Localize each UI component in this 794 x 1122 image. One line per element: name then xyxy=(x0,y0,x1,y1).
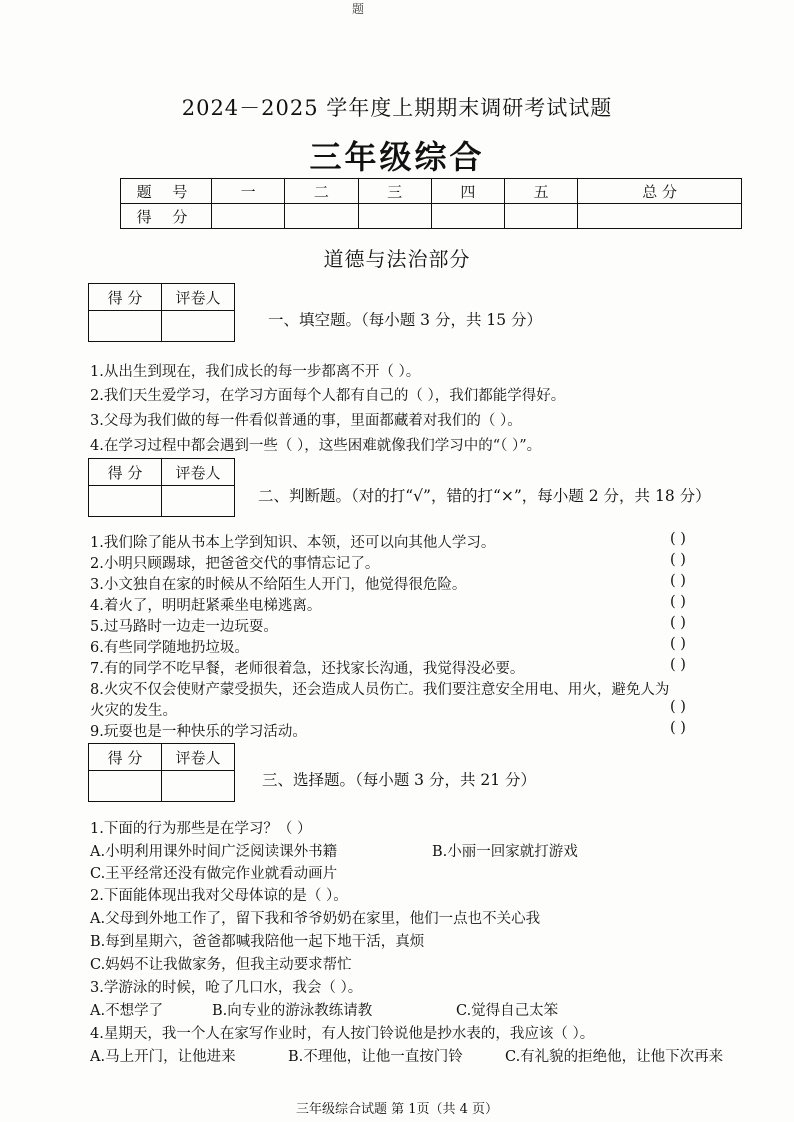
score-cell[interactable] xyxy=(212,204,285,229)
judge-question: 6.有些同学随地扔垃圾。 xyxy=(90,640,249,656)
score-header-cell: 总 分 xyxy=(578,179,742,204)
choice-option[interactable]: A.不想学了 xyxy=(90,1003,164,1019)
grader-score-cell[interactable] xyxy=(89,311,162,342)
score-header-cell: 四 xyxy=(431,179,504,204)
score-cell[interactable] xyxy=(358,204,431,229)
answer-paren[interactable]: ( ) xyxy=(670,594,686,610)
answer-paren[interactable]: ( ) xyxy=(670,636,686,652)
answer-paren[interactable]: ( ) xyxy=(670,531,686,547)
fill-question: 4.在学习过程中都会遇到一些（ ），这些困难就像我们学习中的“（ ）”。 xyxy=(90,438,542,454)
choice-option[interactable]: B.每到星期六，爸爸都喊我陪他一起下地干活，真烦 xyxy=(90,934,425,950)
judge-question: 4.着火了，明明赶紧乘坐电梯逃离。 xyxy=(90,598,322,614)
score-header-cell: 二 xyxy=(285,179,358,204)
part-title: 道德与法治部分 xyxy=(323,247,471,271)
score-header-cell: 三 xyxy=(358,179,431,204)
judge-question: 1.我们除了能从书本上学到知识、本领，还可以向其他人学习。 xyxy=(90,535,496,551)
score-table xyxy=(120,178,742,229)
score-header-cell: 五 xyxy=(505,179,578,204)
choice-question: 1.下面的行为那些是在学习？（ ） xyxy=(90,821,312,837)
grader-score-label: 得 分 xyxy=(89,459,162,486)
score-header-cell: 一 xyxy=(212,179,285,204)
page-footer: 三年级综合试题 第 1页（共 4 页） xyxy=(295,1102,499,1117)
grader-score-label: 得 分 xyxy=(89,284,162,311)
exam-title: 2024－2025 学年度上期期末调研考试试题 xyxy=(181,96,613,120)
judge-question: 7.有的同学不吃早餐，老师很着急，还找家长沟通，我觉得没必要。 xyxy=(90,661,525,677)
score-row-label: 得 分 xyxy=(121,204,212,229)
choice-question: 3.学游泳的时候，呛了几口水，我会（ ）。 xyxy=(90,980,363,996)
grader-label: 评卷人 xyxy=(162,459,235,486)
choice-question: 2.下面能体现出我对父母体谅的是（ ）。 xyxy=(90,888,348,904)
choice-option[interactable]: A.小明利用课外时间广泛阅读课外书籍 xyxy=(90,844,338,860)
score-table-header-row xyxy=(121,179,742,204)
top-mark: 题 xyxy=(352,2,365,16)
judge-question-continued: 火灾的发生。 xyxy=(90,703,177,719)
grader-label: 评卷人 xyxy=(162,284,235,311)
choice-option[interactable]: A.马上开门，让他进来 xyxy=(90,1049,236,1065)
fill-question: 1.从出生到现在，我们成长的每一步都离不开（ ）。 xyxy=(90,364,421,380)
choice-option[interactable]: B.向专业的游泳教练请教 xyxy=(212,1003,373,1019)
choice-question: 4.星期天，我一个人在家写作业时，有人按门铃说他是抄水表的，我应该（ ）。 xyxy=(90,1026,595,1042)
fill-question: 2.我们天生爱学习，在学习方面每个人都有自己的（ ），我们都能学得好。 xyxy=(90,388,566,404)
choice-option[interactable]: C.妈妈不让我做家务，但我主动要求帮忙 xyxy=(90,957,352,973)
score-table-score-row xyxy=(121,204,742,229)
choice-option[interactable]: C.王平经常还没有做完作业就看动画片 xyxy=(90,866,338,882)
score-cell[interactable] xyxy=(578,204,742,229)
judge-question: 5.过马路时一边走一边玩耍。 xyxy=(90,619,278,635)
judge-question: 3.小文独自在家的时候从不给陌生人开门，他觉得很危险。 xyxy=(90,577,467,593)
answer-paren[interactable]: ( ) xyxy=(670,552,686,568)
choice-option[interactable]: C.觉得自己太笨 xyxy=(456,1003,559,1019)
choice-option[interactable]: B.小丽一回家就打游戏 xyxy=(432,844,578,860)
grader-score-cell[interactable] xyxy=(89,771,162,802)
grader-name-cell[interactable] xyxy=(162,311,235,342)
choice-option[interactable]: B.不理他，让他一直按门铃 xyxy=(288,1049,463,1065)
answer-paren[interactable]: ( ) xyxy=(670,720,686,736)
choice-option[interactable]: A.父母到外地工作了，留下我和爷爷奶奶在家里，他们一点也不关心我 xyxy=(90,911,541,927)
grader-score-label: 得 分 xyxy=(89,744,162,771)
answer-paren[interactable]: ( ) xyxy=(670,657,686,673)
score-header-cell: 题 号 xyxy=(121,179,212,204)
score-cell[interactable] xyxy=(285,204,358,229)
grader-label: 评卷人 xyxy=(162,744,235,771)
answer-paren[interactable]: ( ) xyxy=(670,573,686,589)
grader-box-3 xyxy=(88,743,235,802)
choice-option[interactable]: C.有礼貌的拒绝他，让他下次再来 xyxy=(505,1049,724,1065)
section-title-fill: 一、填空题。（每小题 3 分，共 15 分） xyxy=(268,311,543,329)
grader-name-cell[interactable] xyxy=(162,771,235,802)
grader-box-1 xyxy=(88,283,235,342)
judge-question: 8.火灾不仅会使财产蒙受损失，还会造成人员伤亡。我们要注意安全用电、用火，避免人为 xyxy=(90,682,670,698)
answer-paren[interactable]: ( ) xyxy=(670,615,686,631)
judge-question: 9.玩耍也是一种快乐的学习活动。 xyxy=(90,724,307,740)
grader-score-cell[interactable] xyxy=(89,486,162,517)
score-cell[interactable] xyxy=(505,204,578,229)
grader-name-cell[interactable] xyxy=(162,486,235,517)
score-cell[interactable] xyxy=(431,204,504,229)
answer-paren[interactable]: ( ) xyxy=(670,699,686,715)
subject-title: 三年级综合 xyxy=(309,138,485,176)
grader-box-2 xyxy=(88,458,235,517)
fill-question: 3.父母为我们做的每一件看似普通的事，里面都藏着对我们的（ ）。 xyxy=(90,413,522,429)
judge-question: 2.小明只顾踢球，把爸爸交代的事情忘记了。 xyxy=(90,556,380,572)
section-title-choice: 三、选择题。（每小题 3 分，共 21 分） xyxy=(262,771,537,789)
section-title-judge: 二、判断题。（对的打“√”，错的打“×”，每小题 2 分，共 18 分） xyxy=(258,487,711,505)
